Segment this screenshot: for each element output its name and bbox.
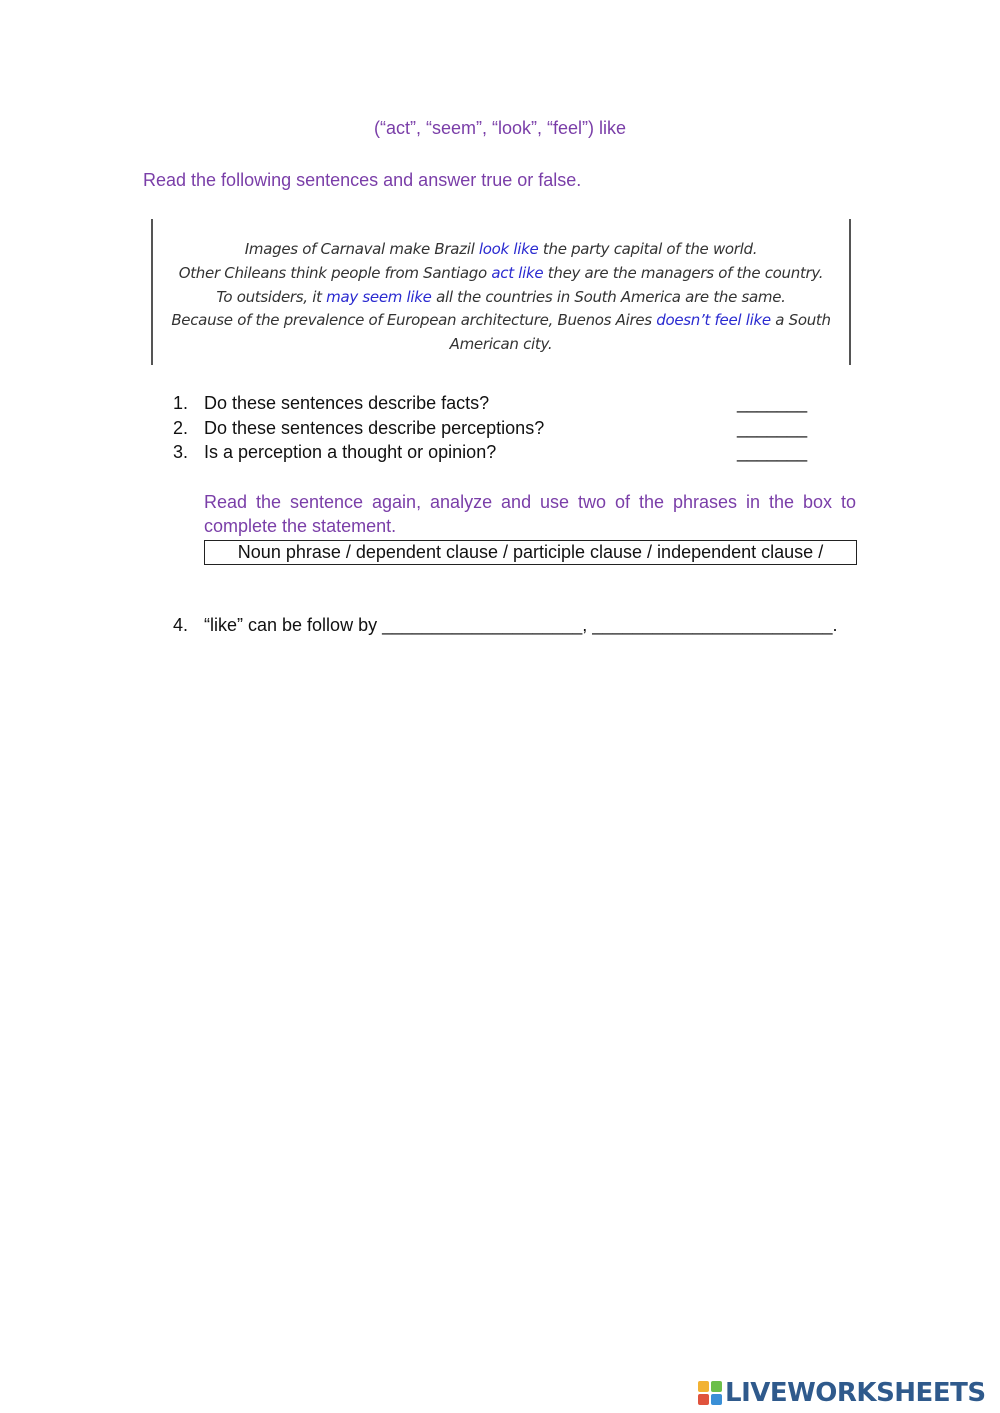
question-2: 2. Do these sentences describe perceptions?: [173, 418, 545, 438]
phrase-box: Noun phrase / dependent clause / participle clause / independent clause /: [204, 540, 857, 565]
question-1: 1. Do these sentences describe facts?: [173, 393, 490, 413]
logo-text: LIVEWORKSHEETS: [725, 1378, 986, 1408]
worksheet-title: (“act”, “seem”, “look”, “feel”) like: [373, 118, 627, 138]
question-4[interactable]: 4. “like” can be follow by ____________________, ________________________.: [173, 615, 838, 635]
answer-blank-2[interactable]: _______: [737, 418, 808, 438]
quote-line: Other Chileans think people from Santiago act like they are the managers of the country.: [178, 264, 824, 282]
answer-blank-3[interactable]: _______: [737, 442, 808, 462]
answer-blank-1[interactable]: _______: [737, 393, 808, 413]
instruction-true-false: Read the following sentences and answer true or false.: [143, 170, 582, 190]
question-3: 3. Is a perception a thought or opinion?: [173, 442, 497, 462]
logo-square: [711, 1381, 722, 1392]
logo-square: [711, 1394, 722, 1405]
liveworksheets-logo: [698, 1378, 986, 1408]
logo-square: [698, 1381, 709, 1392]
quote-line: American city.: [449, 335, 553, 353]
instruction-analyze: Read the sentence again, analyze and use two of the phrases in the box to complete the statement.: [204, 492, 856, 536]
quote-box: [151, 219, 851, 365]
logo-square: [698, 1394, 709, 1405]
logo-mark-icon: [698, 1381, 722, 1405]
quote-line: Images of Carnaval make Brazil look like the party capital of the world.: [244, 240, 758, 258]
quote-line: To outsiders, it may seem like all the countries in South America are the same.: [216, 288, 786, 306]
quote-line: Because of the prevalence of European architecture, Buenos Aires doesn’t feel like a South: [171, 311, 831, 329]
